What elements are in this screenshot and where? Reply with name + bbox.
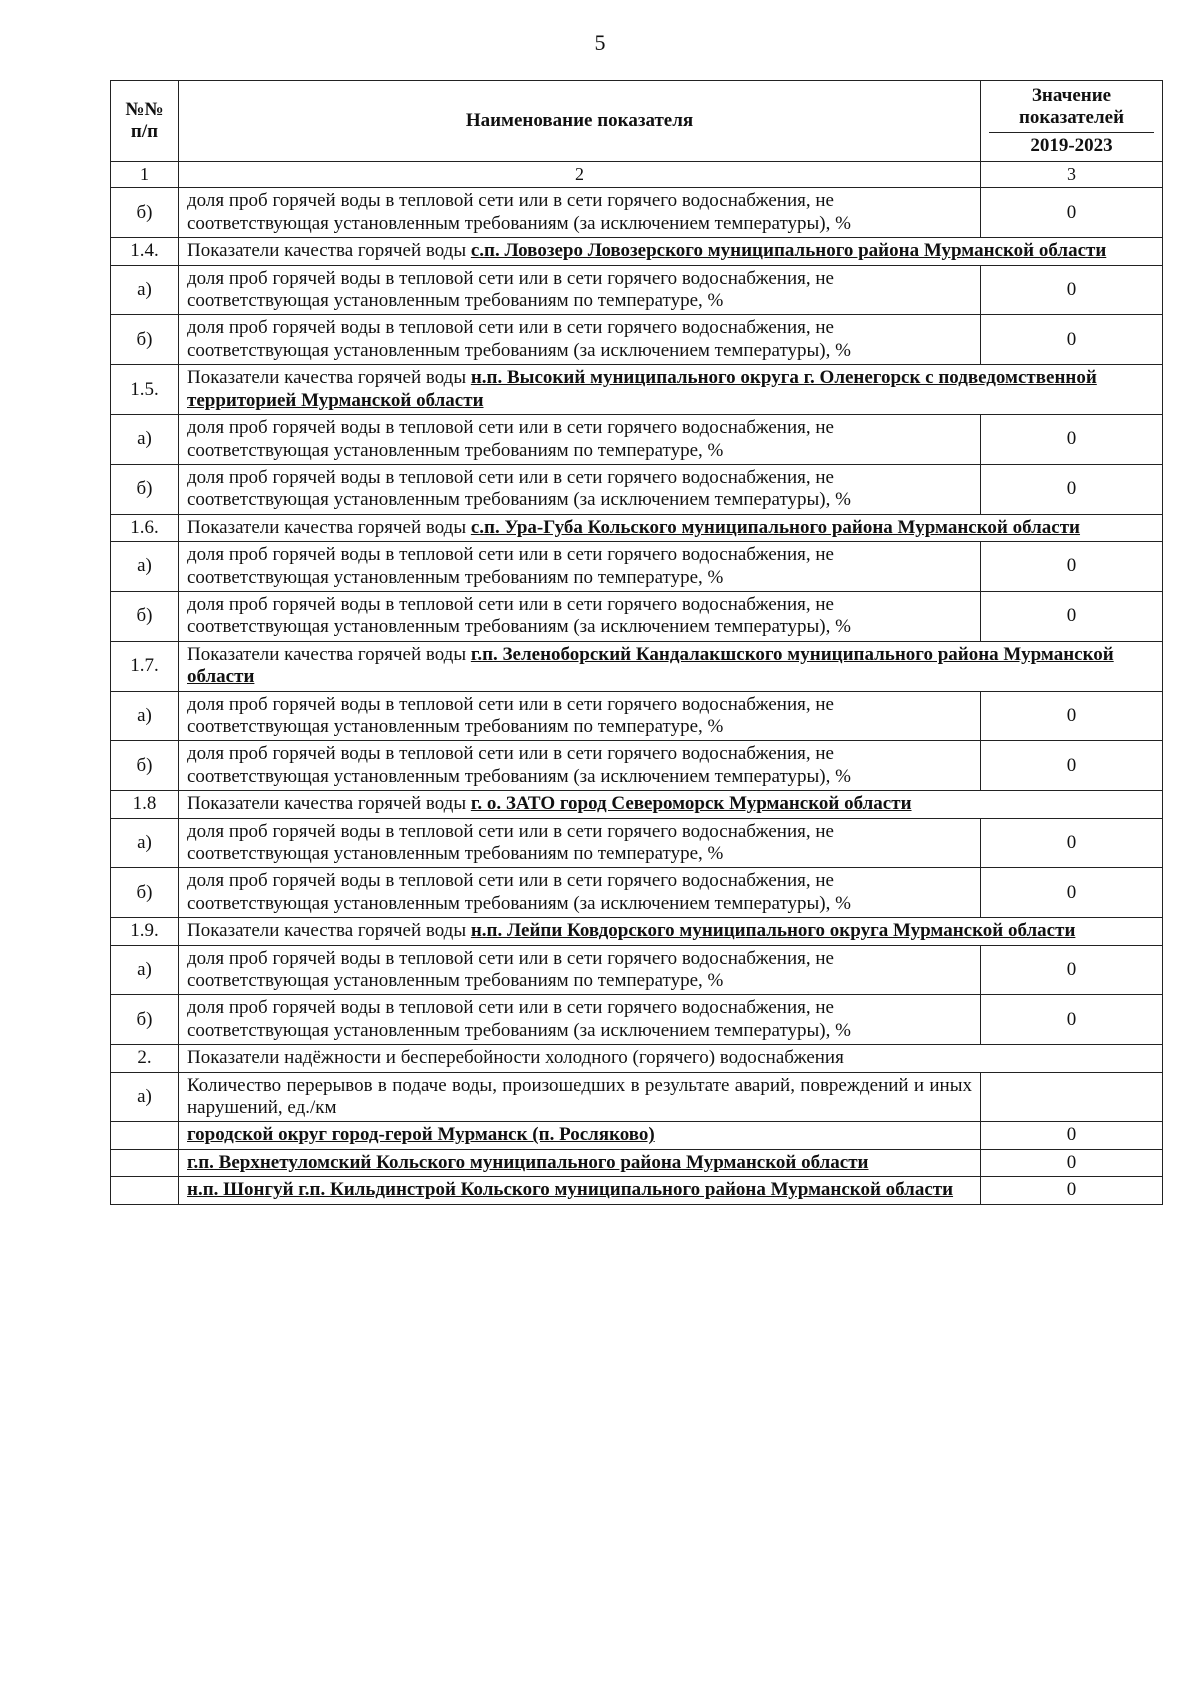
row-text: доля проб горячей воды в тепловой сети или в сети горячего водоснабжения, не соответствующая установленным требованиям (за исключением температуры), % bbox=[179, 188, 981, 238]
row-number: б) bbox=[111, 188, 179, 238]
row-number bbox=[111, 1177, 179, 1204]
table-row bbox=[111, 741, 1163, 791]
column-index-row bbox=[111, 162, 1163, 188]
section-row bbox=[111, 791, 1163, 818]
row-value: 0 bbox=[981, 265, 1163, 315]
row-text: доля проб горячей воды в тепловой сети или в сети горячего водоснабжения, не соответствующая установленным требованиям (за исключением температуры), % bbox=[179, 315, 981, 365]
section-title bbox=[179, 514, 1163, 541]
row-number: б) bbox=[111, 464, 179, 514]
section-title bbox=[179, 238, 1163, 265]
section-place: н.п. Лейпи Ковдорского муниципального округа Мурманской области bbox=[470, 920, 1076, 942]
row-number: б) bbox=[111, 315, 179, 365]
header-name: Наименование показателя bbox=[179, 81, 981, 162]
header-period: 2019-2023 bbox=[989, 132, 1154, 159]
section-place: г. о. ЗАТО город Североморск Мурманской области bbox=[470, 793, 912, 815]
table-header-row bbox=[111, 81, 1163, 162]
header-value-label: Значение показателей bbox=[1018, 85, 1125, 129]
row-number: а) bbox=[111, 542, 179, 592]
table-row bbox=[111, 691, 1163, 741]
column-index-3: 3 bbox=[981, 162, 1163, 188]
column-index-1: 1 bbox=[111, 162, 179, 188]
table-row bbox=[111, 995, 1163, 1045]
row-text: доля проб горячей воды в тепловой сети или в сети горячего водоснабжения, не соответствующая установленным требованиям по температуре, % bbox=[179, 818, 981, 868]
page-number: 5 bbox=[594, 30, 606, 55]
row-text: доля проб горячей воды в тепловой сети или в сети горячего водоснабжения, не соответствующая установленным требованиям (за исключением температуры), % bbox=[179, 868, 981, 918]
row-value: 0 bbox=[981, 1122, 1163, 1149]
row-value: 0 bbox=[981, 945, 1163, 995]
section-place: с.п. Ловозеро Ловозерского муниципального района Мурманской области bbox=[470, 240, 1107, 262]
section-title bbox=[179, 641, 1163, 691]
row-value: 0 bbox=[981, 315, 1163, 365]
section-row bbox=[111, 641, 1163, 691]
row-number: б) bbox=[111, 591, 179, 641]
table-row bbox=[111, 591, 1163, 641]
row-number: а) bbox=[111, 691, 179, 741]
table-row bbox=[111, 188, 1163, 238]
section-place: с.п. Ура-Губа Кольского муниципального района Мурманской области bbox=[470, 516, 1081, 538]
section-row bbox=[111, 1045, 1163, 1072]
row-place: н.п. Шонгуй г.п. Кильдинстрой Кольского муниципального района Мурманской области bbox=[179, 1177, 981, 1204]
row-value: 0 bbox=[981, 868, 1163, 918]
section-row bbox=[111, 365, 1163, 415]
row-number: а) bbox=[111, 415, 179, 465]
row-place: городской округ город-герой Мурманск (п. Росляково) bbox=[179, 1122, 981, 1149]
row-text: доля проб горячей воды в тепловой сети или в сети горячего водоснабжения, не соответствующая установленным требованиям по температуре, % bbox=[179, 691, 981, 741]
table-row bbox=[111, 1122, 1163, 1149]
table-row bbox=[111, 415, 1163, 465]
indicators-table bbox=[110, 80, 1163, 1205]
section-number: 1.8 bbox=[111, 791, 179, 818]
section-prefix: Показатели качества горячей воды bbox=[187, 793, 471, 815]
header-value bbox=[981, 81, 1163, 162]
row-value: 0 bbox=[981, 1177, 1163, 1204]
row-number: б) bbox=[111, 868, 179, 918]
section-number: 1.4. bbox=[111, 238, 179, 265]
section-title: Показатели надёжности и бесперебойности холодного (горячего) водоснабжения bbox=[179, 1045, 1163, 1072]
table-row bbox=[111, 1177, 1163, 1204]
section-title bbox=[179, 791, 1163, 818]
row-value: 0 bbox=[981, 691, 1163, 741]
row-value: 0 bbox=[981, 741, 1163, 791]
row-text: Количество перерывов в подаче воды, произошедших в результате аварий, повреждений и иных нарушений, ед./км bbox=[179, 1072, 981, 1122]
row-number bbox=[111, 1122, 179, 1149]
row-text: доля проб горячей воды в тепловой сети или в сети горячего водоснабжения, не соответствующая установленным требованиям (за исключением температуры), % bbox=[179, 995, 981, 1045]
section-title bbox=[179, 365, 1163, 415]
table-row bbox=[111, 818, 1163, 868]
table-row bbox=[111, 1149, 1163, 1176]
section-place: н.п. Высокий муниципального округа г. Оленегорск с подведомственной территорией Мурманской области bbox=[187, 367, 1097, 411]
row-value: 0 bbox=[981, 995, 1163, 1045]
section-number: 1.5. bbox=[111, 365, 179, 415]
row-number: б) bbox=[111, 995, 179, 1045]
section-place: г.п. Зеленоборский Кандалакшского муниципального района Мурманской области bbox=[187, 643, 1114, 688]
row-text: доля проб горячей воды в тепловой сети или в сети горячего водоснабжения, не соответствующая установленным требованиям по температуре, % bbox=[179, 945, 981, 995]
header-number: №№ п/п bbox=[111, 81, 179, 162]
section-title bbox=[179, 918, 1163, 945]
row-value: 0 bbox=[981, 464, 1163, 514]
table-row bbox=[111, 868, 1163, 918]
row-number: а) bbox=[111, 818, 179, 868]
row-number: а) bbox=[111, 265, 179, 315]
section-prefix: Показатели качества горячей воды bbox=[187, 920, 471, 942]
section-row bbox=[111, 514, 1163, 541]
row-value: 0 bbox=[981, 818, 1163, 868]
row-text: доля проб горячей воды в тепловой сети или в сети горячего водоснабжения, не соответствующая установленным требованиям по температуре, % bbox=[179, 542, 981, 592]
table-row bbox=[111, 464, 1163, 514]
row-value: 0 bbox=[981, 188, 1163, 238]
row-number: а) bbox=[111, 1072, 179, 1122]
section-number: 1.6. bbox=[111, 514, 179, 541]
section-prefix: Показатели качества горячей воды bbox=[187, 240, 471, 262]
section-prefix: Показатели качества горячей воды bbox=[187, 516, 471, 538]
row-text: доля проб горячей воды в тепловой сети или в сети горячего водоснабжения, не соответствующая установленным требованиям по температуре, % bbox=[179, 415, 981, 465]
section-number: 1.7. bbox=[111, 641, 179, 691]
row-number: б) bbox=[111, 741, 179, 791]
row-text: доля проб горячей воды в тепловой сети или в сети горячего водоснабжения, не соответствующая установленным требованиям по температуре, % bbox=[179, 265, 981, 315]
row-place: г.п. Верхнетуломский Кольского муниципального района Мурманской области bbox=[179, 1149, 981, 1176]
row-value: 0 bbox=[981, 1149, 1163, 1176]
row-text: доля проб горячей воды в тепловой сети или в сети горячего водоснабжения, не соответствующая установленным требованиям (за исключением температуры), % bbox=[179, 591, 981, 641]
section-number: 1.9. bbox=[111, 918, 179, 945]
table-row bbox=[111, 265, 1163, 315]
row-value: 0 bbox=[981, 591, 1163, 641]
section-number: 2. bbox=[111, 1045, 179, 1072]
table-row bbox=[111, 542, 1163, 592]
table-row bbox=[111, 315, 1163, 365]
row-value: 0 bbox=[981, 542, 1163, 592]
row-value: 0 bbox=[981, 415, 1163, 465]
section-prefix: Показатели качества горячей воды bbox=[187, 643, 471, 665]
row-number: а) bbox=[111, 945, 179, 995]
column-index-2: 2 bbox=[179, 162, 981, 188]
section-row bbox=[111, 918, 1163, 945]
table-row bbox=[111, 945, 1163, 995]
table-row bbox=[111, 1072, 1163, 1122]
row-text: доля проб горячей воды в тепловой сети или в сети горячего водоснабжения, не соответствующая установленным требованиям (за исключением температуры), % bbox=[179, 464, 981, 514]
section-prefix: Показатели качества горячей воды bbox=[187, 367, 471, 389]
row-number bbox=[111, 1149, 179, 1176]
section-row bbox=[111, 238, 1163, 265]
row-value bbox=[981, 1072, 1163, 1122]
row-text: доля проб горячей воды в тепловой сети или в сети горячего водоснабжения, не соответствующая установленным требованиям (за исключением температуры), % bbox=[179, 741, 981, 791]
